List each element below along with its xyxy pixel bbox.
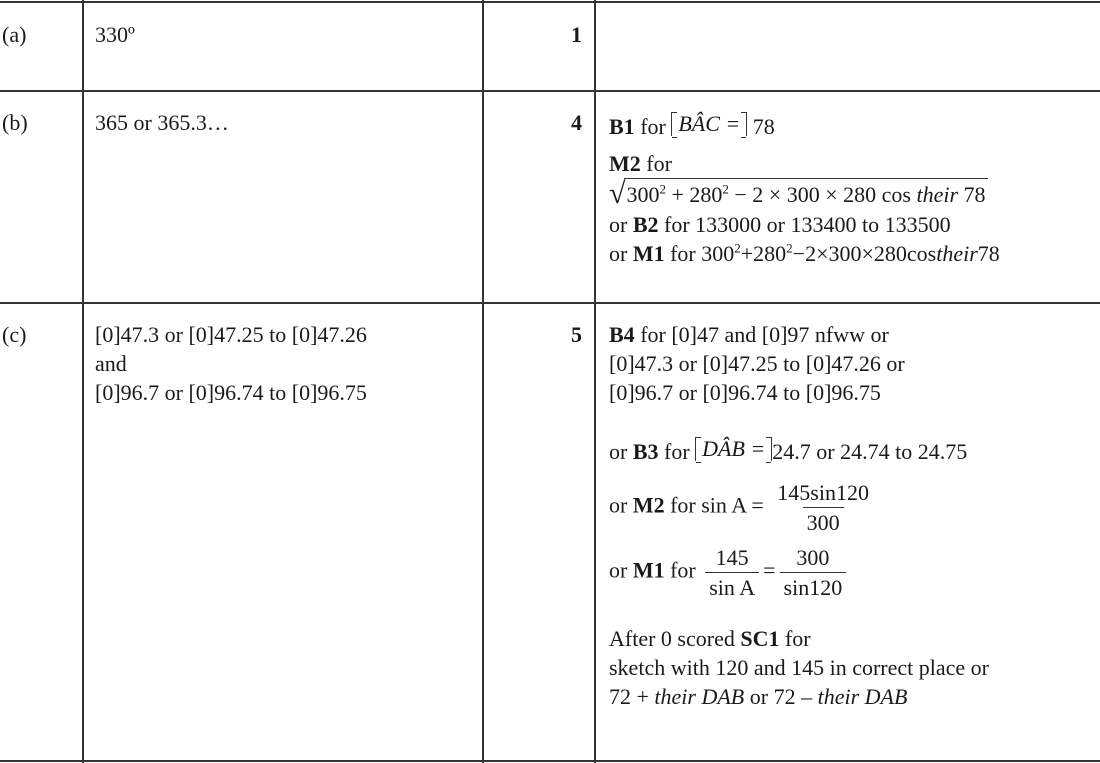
column-divider (594, 0, 596, 763)
row-divider (0, 90, 1100, 92)
guidance-sc1-line: sketch with 120 and 145 in correct place or (609, 655, 989, 681)
answer-c-line: and (95, 351, 127, 377)
answer-c-line: [0]47.3 or [0]47.25 to [0]47.26 (95, 322, 367, 347)
fraction: $\frac{145}{\text{sin A}}$ (705, 543, 759, 602)
guidance-b4-line: [0]47.3 or [0]47.25 to [0]47.26 or (609, 351, 905, 377)
answer-c-line: [0]96.7 or [0]96.74 to [0]96.75 (95, 380, 367, 406)
guidance-sc1-line: 72 + their DAB or 72 – their DAB (609, 684, 908, 710)
fraction: $\frac{300}{\sin 120}$ (780, 543, 847, 602)
row-divider (0, 302, 1100, 304)
guidance-b (609, 112, 1089, 268)
part-label-c: (c) (2, 322, 27, 347)
square-root: √ $300^2 + 280^2 - 2 \times 300 \times 280$ cos their 78 (609, 177, 986, 211)
mark-c: 5 (571, 322, 582, 347)
guidance-m1-line: or M1 for $\frac{145}{\text{sin A}}$ = $\frac{300}{\sin 120}$ (609, 543, 1089, 602)
part-label-b: (b) (2, 110, 28, 135)
answer-b: 365 or 365.3… (95, 110, 229, 135)
part-label-a: (a) (2, 22, 27, 47)
guidance-m1-line: or M1 for $300^2+280^2-2\times 300\times 280costheir78$ (609, 240, 1000, 267)
column-divider (82, 0, 84, 763)
guidance-m2-line: M2 for (609, 151, 672, 177)
fraction: $\frac{145\sin 120}{300}$ (773, 478, 873, 537)
guidance-b3-line: or B3 for DÂB = 24.7 or 24.74 to 24.75 (609, 436, 968, 465)
table-bottom-border (0, 760, 1100, 762)
mark-a: 1 (571, 22, 582, 47)
mark-b: 4 (571, 110, 582, 135)
bracket: DÂB = (695, 437, 772, 461)
table-top-border (0, 1, 1100, 3)
answer-a: 330º (95, 22, 135, 47)
answer-c (95, 320, 475, 407)
guidance-c (609, 320, 1089, 711)
guidance-b1-line: B1 for BÂC = 78 (609, 111, 775, 139)
guidance-b2-line: or B2 for 133000 or 133400 to 133500 (609, 212, 951, 238)
guidance-b4-line: B4 for [0]47 and [0]97 nfww or (609, 322, 889, 347)
guidance-m2-expression (609, 178, 1089, 210)
guidance-b4-line: [0]96.7 or [0]96.74 to [0]96.75 (609, 380, 881, 406)
column-divider (482, 0, 484, 763)
guidance-m2-line: or M2 for sin A = $\frac{145\sin 120}{300}$ (609, 478, 1089, 537)
bracket: BÂC = (671, 112, 747, 136)
guidance-sc1-line: After 0 scored SC1 for (609, 626, 811, 652)
